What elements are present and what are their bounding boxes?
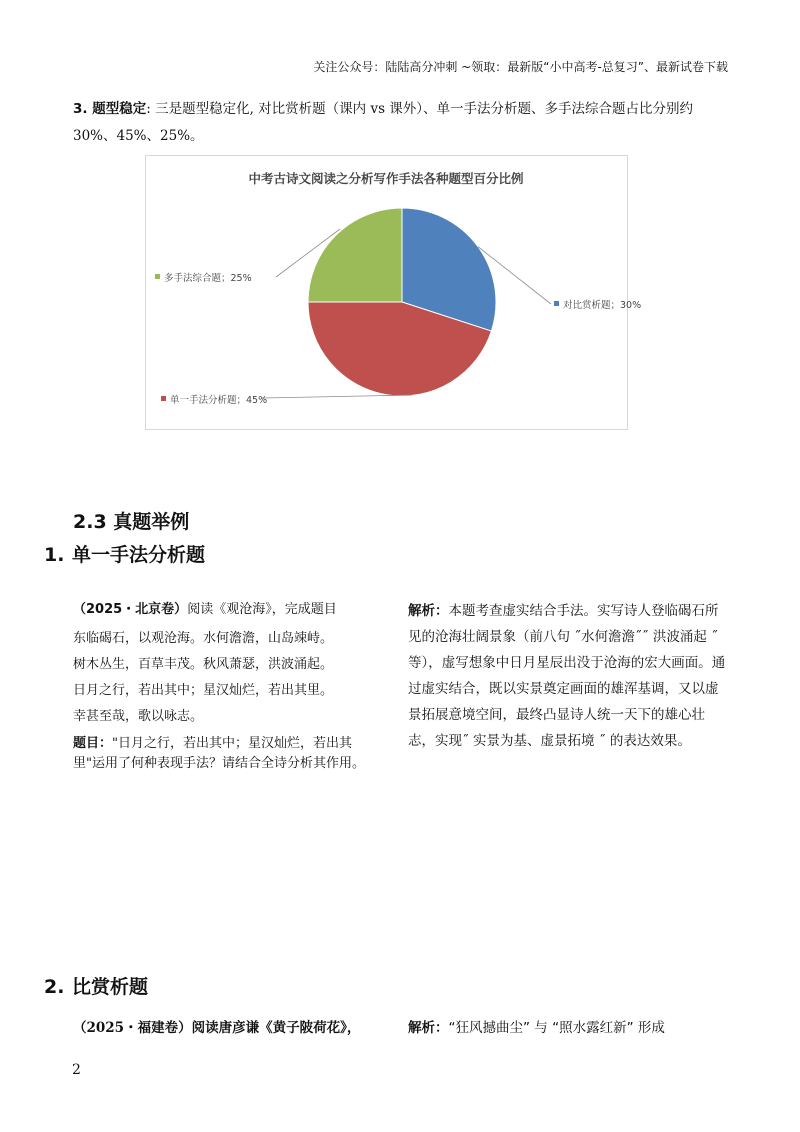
pie-slice-3 [308, 208, 402, 302]
example-1-source-line [73, 598, 373, 622]
label-marker-1 [554, 301, 559, 306]
section-heading: 2.3 真题举例 [73, 511, 190, 533]
data-label-2: 单一手法分析题；45% [170, 395, 268, 406]
label-marker-3 [155, 274, 160, 279]
poem-line: 树木丛生，百草丰茂。秋风萧瑟，洪波涌起。 [73, 657, 334, 672]
intro-text: : 三是题型稳定化, 对比赏析题（课内 vs 课外）、单一手法分析题、多手法综合题占比分别约 30%、45%、25%。 [73, 101, 694, 144]
example-1-question [73, 598, 373, 774]
example-2-source: （2025・福建卷）阅读唐彦谦《黄子陂荷花》， [73, 1020, 361, 1036]
data-label-3: 多手法综合题；25% [164, 273, 252, 284]
subsection-1-number: 1. [44, 544, 65, 566]
poem-line: 幸甚至哉，歌以咏志。 [73, 709, 204, 724]
example-1-source: （2025・北京卷） [73, 602, 188, 617]
label-marker-2 [161, 396, 166, 401]
analysis-2-text: “狂风撼曲尘” 与 “照水露红新” 形成 [448, 1020, 665, 1036]
data-label-1: 对比赏析题；30% [563, 300, 642, 311]
pie-chart [146, 156, 642, 429]
page-header: 关注公众号：陆陆高分冲刺 ~领取：最新版“小中高考-总复习”、最新试卷下载 [313, 60, 728, 74]
analysis-text: 本题考查虚实结合手法。实写诗人登临碣石所见的沧海壮阔景象（前八句 ˝水何澹澹˝˝ 洪波涌起 ˝等），虚写想象中日月星辰出没于沧海的宏大画面。通过虚实结合，既以实景奠定画面的雄浑基调，又以虚景拓展意境空间，最终凸显诗人统一天下的雄心壮志，实现˝ 实景为基、虚景拓境 ˝ 的表达效果。 [408, 603, 726, 749]
subsection-2-title: 比赏析题 [72, 976, 149, 998]
chart-title: 中考古诗文阅读之分析写作手法各种题型百分比例 [248, 171, 524, 186]
subsection-2-heading [44, 972, 148, 999]
intro-paragraph [73, 96, 733, 150]
subsection-1-heading [44, 540, 205, 567]
intro-label: 3. 题型稳定 [73, 101, 147, 117]
analysis-2-label: 解析： [408, 1020, 449, 1036]
poem-line: 日月之行，若出其中；星汉灿烂，若出其里。 [73, 683, 334, 698]
subsection-1-title: 单一手法分析题 [72, 544, 206, 566]
question-text: "日月之行，若出其中；星汉灿烂，若出其里"运用了何种表现手法？请结合全诗分析其作用。 [73, 736, 365, 771]
page-number: 2 [72, 1062, 81, 1078]
analysis-label: 解析： [408, 603, 449, 619]
question-label: 题目： [73, 736, 113, 751]
example-1-analysis [408, 598, 728, 754]
example-1-prompt [73, 734, 373, 774]
example-2-analysis [408, 1016, 728, 1036]
pie-chart-container [145, 155, 642, 430]
example-1-source-rest: 阅读《观沧海》，完成题目 [187, 602, 337, 617]
leader-line-2 [261, 395, 412, 398]
poem-line: 东临碣石，以观沧海。水何澹澹，山岛竦峙。 [73, 631, 334, 646]
subsection-2-number: 2. [44, 976, 65, 998]
